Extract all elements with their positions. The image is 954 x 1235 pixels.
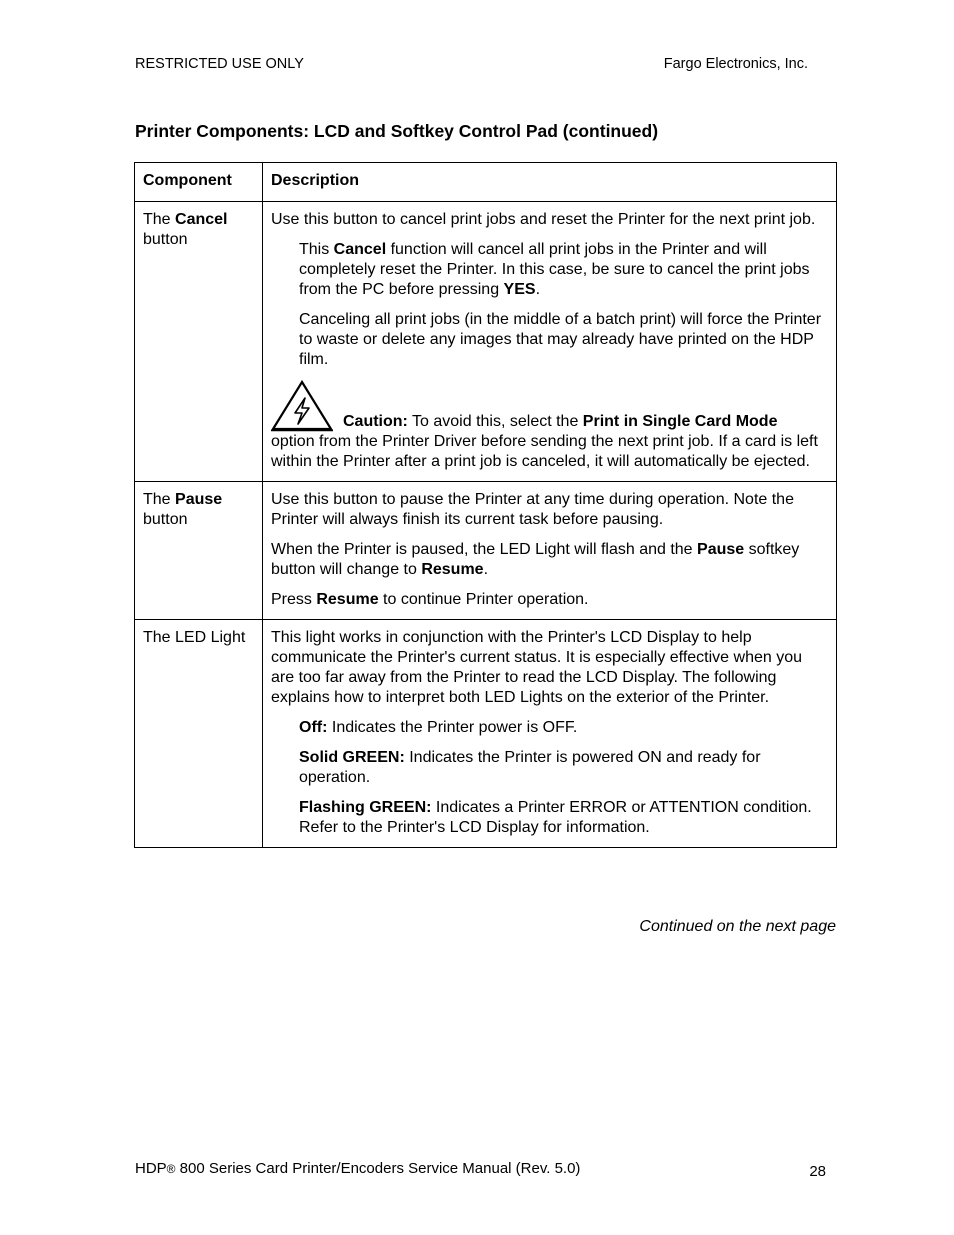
caution-text-c: option from the Printer Driver before sending the next print job. If a card is left within the Printer after a print job is canceled, it will automatically be ejected.	[271, 433, 818, 470]
cancel-desc-3: Canceling all print jobs (in the middle of a batch print) will force the Printer to waste or delete any images that may already have printed on the HDP film.	[299, 311, 822, 368]
continued-note: Continued on the next page	[639, 918, 836, 935]
header-restricted: RESTRICTED USE ONLY	[135, 56, 304, 72]
table-row-cancel	[135, 202, 837, 482]
led-desc-1: This light works in conjunction with the Printer's LCD Display to help communicate the Printer's current status. It is especially effective when you are too far away from the Printer to read the LCD Display. The following explains how to interpret both LED Lights on the exterior of the Printer.	[271, 629, 802, 706]
page-number: 28	[809, 1163, 826, 1180]
description-cell-pause	[263, 482, 837, 620]
warning-lightning-icon	[271, 380, 333, 432]
caution-row	[271, 380, 828, 432]
header-component: Component	[135, 163, 263, 202]
footer-manual-title: HDP® 800 Series Card Printer/Encoders Service Manual (Rev. 5.0)	[135, 1160, 581, 1177]
component-cell-cancel	[135, 202, 263, 482]
pause-name-pre: The	[143, 491, 176, 508]
table-row-pause	[135, 482, 837, 620]
header-description: Description	[263, 163, 837, 202]
led-flashing-green: Flashing GREEN: Indicates a Printer ERROR or ATTENTION condition. Refer to the Printer's LCD Display for information.	[299, 799, 812, 836]
components-table	[134, 162, 837, 848]
caution-text-b: Print in Single Card Mode	[582, 413, 778, 430]
cancel-desc-1: Use this button to cancel print jobs and reset the Printer for the next print job.	[271, 211, 816, 228]
page-title: Printer Components: LCD and Softkey Control Pad (continued)	[135, 121, 659, 141]
description-cell-cancel	[263, 202, 837, 482]
caution-label: Caution:	[343, 413, 408, 430]
pause-name-bold: Pause	[175, 491, 223, 508]
table-header-row	[135, 163, 837, 202]
led-off: Off: Indicates the Printer power is OFF.	[299, 719, 578, 736]
pause-name-post: button	[143, 511, 188, 528]
caution-text-a: To avoid this, select the	[407, 413, 583, 430]
cancel-name-bold: Cancel	[175, 211, 228, 228]
component-cell-pause	[135, 482, 263, 620]
table-row-led	[135, 620, 837, 848]
cancel-name-pre: The	[143, 211, 176, 228]
header-company: Fargo Electronics, Inc.	[663, 56, 808, 72]
pause-desc-2: When the Printer is paused, the LED Light will flash and the Pause softkey button will change to Resume.	[271, 541, 800, 578]
pause-desc-3: Press Resume to continue Printer operation.	[271, 591, 589, 608]
led-solid-green: Solid GREEN: Indicates the Printer is powered ON and ready for operation.	[299, 749, 761, 786]
pause-desc-1: Use this button to pause the Printer at any time during operation. Note the Printer will always finish its current task before pausing.	[271, 491, 794, 528]
component-cell-led: The LED Light	[135, 620, 263, 848]
cancel-desc-2: This Cancel function will cancel all print jobs in the Printer and will completely reset the Printer. In this case, be sure to cancel the print jobs from the PC before pressing YES.	[299, 241, 810, 298]
cancel-name-post: button	[143, 231, 188, 248]
description-cell-led	[263, 620, 837, 848]
